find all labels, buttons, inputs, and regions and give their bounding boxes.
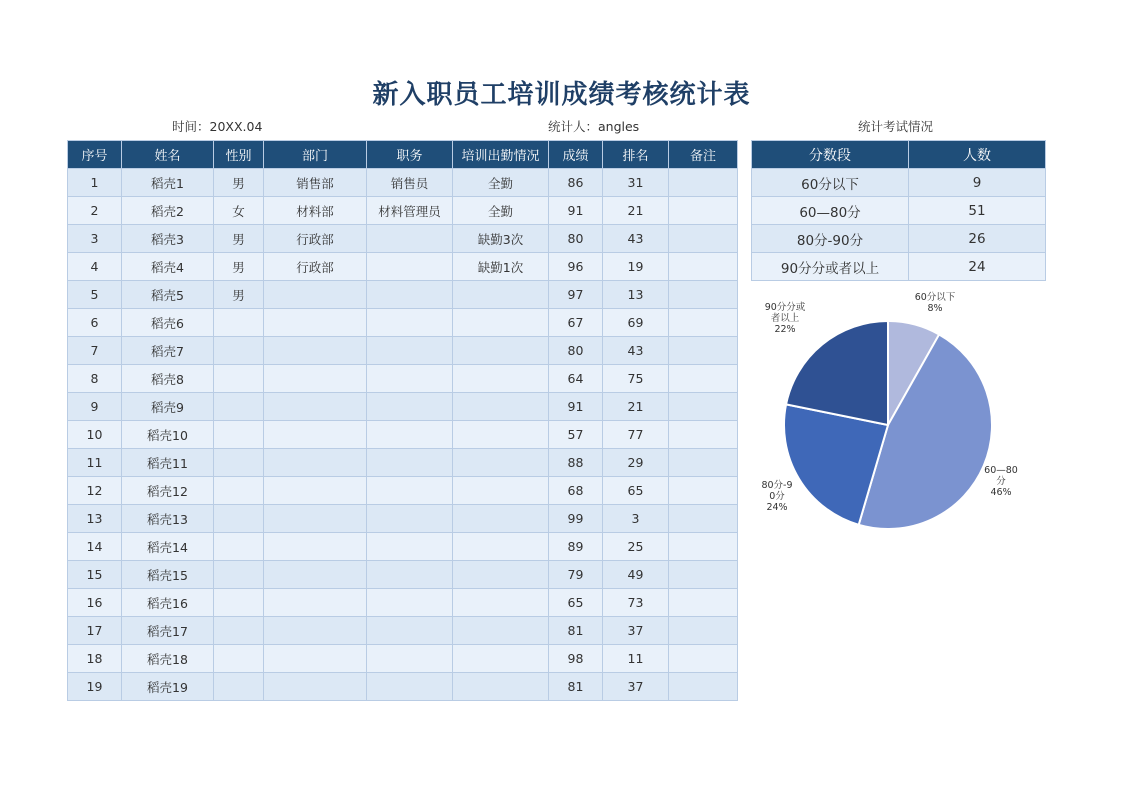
cell-col-seq: 4 (68, 253, 122, 281)
cell-col-name: 稻壳19 (122, 673, 214, 701)
cell-col-attendance: 全勤 (453, 197, 549, 225)
cell-col-rank: 19 (603, 253, 669, 281)
cell-col-dept (264, 421, 367, 449)
table-row (68, 533, 738, 561)
cell-col-seq: 12 (68, 477, 122, 505)
cell-col-name: 稻壳4 (122, 253, 214, 281)
cell-col-dept (264, 589, 367, 617)
header-col-attendance: 培训出勤情况 (453, 141, 549, 169)
cell-col-position: 材料管理员 (367, 197, 453, 225)
cell-col-remark (669, 253, 738, 281)
cell-col-remark (669, 505, 738, 533)
cell-col-gender (214, 589, 264, 617)
cell-col-seq: 14 (68, 533, 122, 561)
cell-col-attendance (453, 673, 549, 701)
cell-col-score: 81 (549, 673, 603, 701)
cell-col-remark (669, 533, 738, 561)
cell-score-range: 60—80分 (752, 197, 909, 225)
cell-col-dept (264, 365, 367, 393)
cell-col-score: 80 (549, 225, 603, 253)
cell-col-name: 稻壳12 (122, 477, 214, 505)
cell-col-dept: 材料部 (264, 197, 367, 225)
pie-label: 80分-9 (761, 480, 793, 491)
cell-col-gender (214, 533, 264, 561)
cell-col-attendance (453, 477, 549, 505)
table-row (68, 505, 738, 533)
cell-col-score: 86 (549, 169, 603, 197)
cell-col-seq: 18 (68, 645, 122, 673)
cell-count: 9 (909, 169, 1046, 197)
cell-col-gender: 男 (214, 225, 264, 253)
header-col-name: 姓名 (122, 141, 214, 169)
cell-col-attendance: 缺勤3次 (453, 225, 549, 253)
stats-header-row (752, 141, 1046, 169)
cell-col-position (367, 533, 453, 561)
cell-col-rank: 37 (603, 673, 669, 701)
cell-col-position (367, 393, 453, 421)
cell-col-dept (264, 505, 367, 533)
cell-col-position (367, 477, 453, 505)
table-row (68, 421, 738, 449)
cell-col-rank: 21 (603, 393, 669, 421)
cell-col-dept (264, 393, 367, 421)
cell-col-name: 稻壳8 (122, 365, 214, 393)
cell-col-seq: 6 (68, 309, 122, 337)
pie-label: 60分以下 (914, 292, 956, 303)
table-row (68, 309, 738, 337)
pie-label: 0分 (769, 491, 785, 502)
cell-col-seq: 2 (68, 197, 122, 225)
cell-col-seq: 7 (68, 337, 122, 365)
cell-col-rank: 73 (603, 589, 669, 617)
cell-col-name: 稻壳14 (122, 533, 214, 561)
cell-col-remark (669, 561, 738, 589)
cell-col-gender: 男 (214, 281, 264, 309)
cell-col-name: 稻壳16 (122, 589, 214, 617)
cell-col-position (367, 449, 453, 477)
cell-col-remark (669, 393, 738, 421)
header-col-dept: 部门 (264, 141, 367, 169)
table-row (68, 281, 738, 309)
cell-col-attendance (453, 533, 549, 561)
cell-col-gender (214, 505, 264, 533)
cell-col-gender (214, 337, 264, 365)
cell-col-seq: 16 (68, 589, 122, 617)
cell-col-score: 64 (549, 365, 603, 393)
cell-col-gender (214, 477, 264, 505)
cell-col-gender: 男 (214, 253, 264, 281)
cell-col-gender (214, 645, 264, 673)
cell-col-attendance (453, 589, 549, 617)
cell-col-remark (669, 365, 738, 393)
score-range-table (751, 140, 1046, 281)
cell-col-seq: 15 (68, 561, 122, 589)
cell-col-rank: 43 (603, 337, 669, 365)
cell-col-attendance (453, 449, 549, 477)
cell-col-rank: 77 (603, 421, 669, 449)
table-header-row (68, 141, 738, 169)
stats-row (752, 197, 1046, 225)
cell-col-attendance (453, 505, 549, 533)
cell-col-gender (214, 393, 264, 421)
cell-col-attendance (453, 337, 549, 365)
table-row (68, 197, 738, 225)
cell-col-remark (669, 645, 738, 673)
cell-col-seq: 1 (68, 169, 122, 197)
table-row (68, 393, 738, 421)
cell-col-remark (669, 169, 738, 197)
cell-col-seq: 17 (68, 617, 122, 645)
table-row (68, 589, 738, 617)
cell-col-dept (264, 449, 367, 477)
pie-percent-label: 24% (766, 502, 788, 513)
cell-col-dept: 行政部 (264, 225, 367, 253)
cell-col-score: 57 (549, 421, 603, 449)
header-col-score: 成绩 (549, 141, 603, 169)
cell-col-seq: 13 (68, 505, 122, 533)
cell-col-position (367, 617, 453, 645)
cell-col-position (367, 225, 453, 253)
cell-col-rank: 69 (603, 309, 669, 337)
cell-col-position (367, 645, 453, 673)
cell-col-position (367, 253, 453, 281)
table-row (68, 337, 738, 365)
cell-count: 24 (909, 253, 1046, 281)
cell-col-gender (214, 617, 264, 645)
cell-col-position (367, 421, 453, 449)
table-row (68, 365, 738, 393)
cell-col-attendance: 全勤 (453, 169, 549, 197)
cell-col-name: 稻壳15 (122, 561, 214, 589)
cell-col-score: 80 (549, 337, 603, 365)
cell-col-score: 97 (549, 281, 603, 309)
cell-col-dept (264, 617, 367, 645)
table-row (68, 617, 738, 645)
cell-col-gender (214, 449, 264, 477)
cell-col-remark (669, 197, 738, 225)
cell-col-remark (669, 477, 738, 505)
cell-col-position (367, 337, 453, 365)
cell-col-dept (264, 533, 367, 561)
cell-col-position: 销售员 (367, 169, 453, 197)
pie-label: 分 (996, 476, 1006, 487)
cell-col-name: 稻壳1 (122, 169, 214, 197)
header-col-position: 职务 (367, 141, 453, 169)
cell-col-remark (669, 337, 738, 365)
cell-col-name: 稻壳6 (122, 309, 214, 337)
cell-col-score: 68 (549, 477, 603, 505)
header-count: 人数 (909, 141, 1046, 169)
cell-col-attendance (453, 365, 549, 393)
cell-col-rank: 3 (603, 505, 669, 533)
cell-col-attendance (453, 645, 549, 673)
cell-col-name: 稻壳7 (122, 337, 214, 365)
cell-col-score: 98 (549, 645, 603, 673)
cell-col-gender: 男 (214, 169, 264, 197)
cell-col-name: 稻壳9 (122, 393, 214, 421)
cell-col-remark (669, 673, 738, 701)
cell-col-gender (214, 673, 264, 701)
cell-col-seq: 5 (68, 281, 122, 309)
cell-col-position (367, 505, 453, 533)
cell-col-position (367, 281, 453, 309)
cell-col-remark (669, 309, 738, 337)
cell-col-score: 91 (549, 197, 603, 225)
cell-col-position (367, 673, 453, 701)
cell-col-dept (264, 309, 367, 337)
cell-col-rank: 37 (603, 617, 669, 645)
cell-col-name: 稻壳3 (122, 225, 214, 253)
cell-col-seq: 10 (68, 421, 122, 449)
score-pie-chart (745, 290, 1045, 550)
cell-col-rank: 11 (603, 645, 669, 673)
cell-col-rank: 75 (603, 365, 669, 393)
table-row (68, 561, 738, 589)
time-label: 时间：20XX.04 (172, 119, 263, 134)
page-title: 新入职员工培训成绩考核统计表 (372, 80, 751, 110)
cell-col-name: 稻壳5 (122, 281, 214, 309)
cell-col-name: 稻壳17 (122, 617, 214, 645)
pie-percent-label: 8% (927, 303, 943, 314)
cell-col-dept (264, 477, 367, 505)
cell-col-dept: 行政部 (264, 253, 367, 281)
cell-col-score: 79 (549, 561, 603, 589)
pie-percent-label: 22% (774, 324, 796, 335)
cell-col-position (367, 309, 453, 337)
cell-col-attendance (453, 393, 549, 421)
cell-col-gender (214, 561, 264, 589)
cell-col-score: 65 (549, 589, 603, 617)
cell-col-gender (214, 421, 264, 449)
stats-title: 统计考试情况 (858, 119, 934, 134)
stats-row (752, 253, 1046, 281)
cell-col-position (367, 589, 453, 617)
pie-percent-label: 46% (990, 487, 1012, 498)
cell-col-remark (669, 449, 738, 477)
cell-col-name: 稻壳10 (122, 421, 214, 449)
table-row (68, 169, 738, 197)
cell-col-attendance (453, 617, 549, 645)
cell-col-seq: 8 (68, 365, 122, 393)
cell-col-rank: 31 (603, 169, 669, 197)
cell-col-dept (264, 281, 367, 309)
cell-col-dept (264, 561, 367, 589)
cell-col-rank: 21 (603, 197, 669, 225)
cell-col-rank: 65 (603, 477, 669, 505)
cell-col-name: 稻壳13 (122, 505, 214, 533)
cell-col-name: 稻壳2 (122, 197, 214, 225)
cell-col-gender (214, 365, 264, 393)
cell-col-dept (264, 337, 367, 365)
cell-col-seq: 3 (68, 225, 122, 253)
cell-count: 51 (909, 197, 1046, 225)
cell-col-rank: 29 (603, 449, 669, 477)
cell-col-gender (214, 309, 264, 337)
score-table (67, 140, 738, 701)
stat-person-label: 统计人：angles (548, 119, 640, 134)
cell-score-range: 90分分或者以上 (752, 253, 909, 281)
cell-col-rank: 25 (603, 533, 669, 561)
cell-col-position (367, 561, 453, 589)
cell-col-dept (264, 673, 367, 701)
cell-col-attendance (453, 281, 549, 309)
cell-col-attendance (453, 421, 549, 449)
table-row (68, 673, 738, 701)
stats-row (752, 169, 1046, 197)
cell-col-score: 81 (549, 617, 603, 645)
cell-col-rank: 43 (603, 225, 669, 253)
header-score-range: 分数段 (752, 141, 909, 169)
cell-col-remark (669, 421, 738, 449)
cell-col-seq: 9 (68, 393, 122, 421)
cell-score-range: 60分以下 (752, 169, 909, 197)
cell-col-rank: 13 (603, 281, 669, 309)
header-col-gender: 性别 (214, 141, 264, 169)
table-row (68, 253, 738, 281)
pie-label: 者以上 (770, 313, 800, 324)
header-col-seq: 序号 (68, 141, 122, 169)
cell-col-remark (669, 589, 738, 617)
cell-col-seq: 11 (68, 449, 122, 477)
table-row (68, 225, 738, 253)
cell-col-remark (669, 617, 738, 645)
cell-col-seq: 19 (68, 673, 122, 701)
cell-col-score: 88 (549, 449, 603, 477)
cell-col-position (367, 365, 453, 393)
cell-col-attendance (453, 309, 549, 337)
cell-col-name: 稻壳18 (122, 645, 214, 673)
cell-col-rank: 49 (603, 561, 669, 589)
cell-col-attendance (453, 561, 549, 589)
cell-col-score: 96 (549, 253, 603, 281)
table-row (68, 449, 738, 477)
stats-row (752, 225, 1046, 253)
cell-col-remark (669, 281, 738, 309)
cell-col-dept (264, 645, 367, 673)
cell-col-remark (669, 225, 738, 253)
cell-score-range: 80分-90分 (752, 225, 909, 253)
cell-col-score: 91 (549, 393, 603, 421)
cell-count: 26 (909, 225, 1046, 253)
cell-col-dept: 销售部 (264, 169, 367, 197)
cell-col-score: 67 (549, 309, 603, 337)
cell-col-gender: 女 (214, 197, 264, 225)
table-row (68, 645, 738, 673)
header-col-remark: 备注 (669, 141, 738, 169)
header-col-rank: 排名 (603, 141, 669, 169)
pie-label: 60—80 (984, 465, 1018, 476)
cell-col-score: 89 (549, 533, 603, 561)
cell-col-attendance: 缺勤1次 (453, 253, 549, 281)
cell-col-score: 99 (549, 505, 603, 533)
cell-col-name: 稻壳11 (122, 449, 214, 477)
pie-label: 90分分或 (764, 302, 806, 313)
table-row (68, 477, 738, 505)
